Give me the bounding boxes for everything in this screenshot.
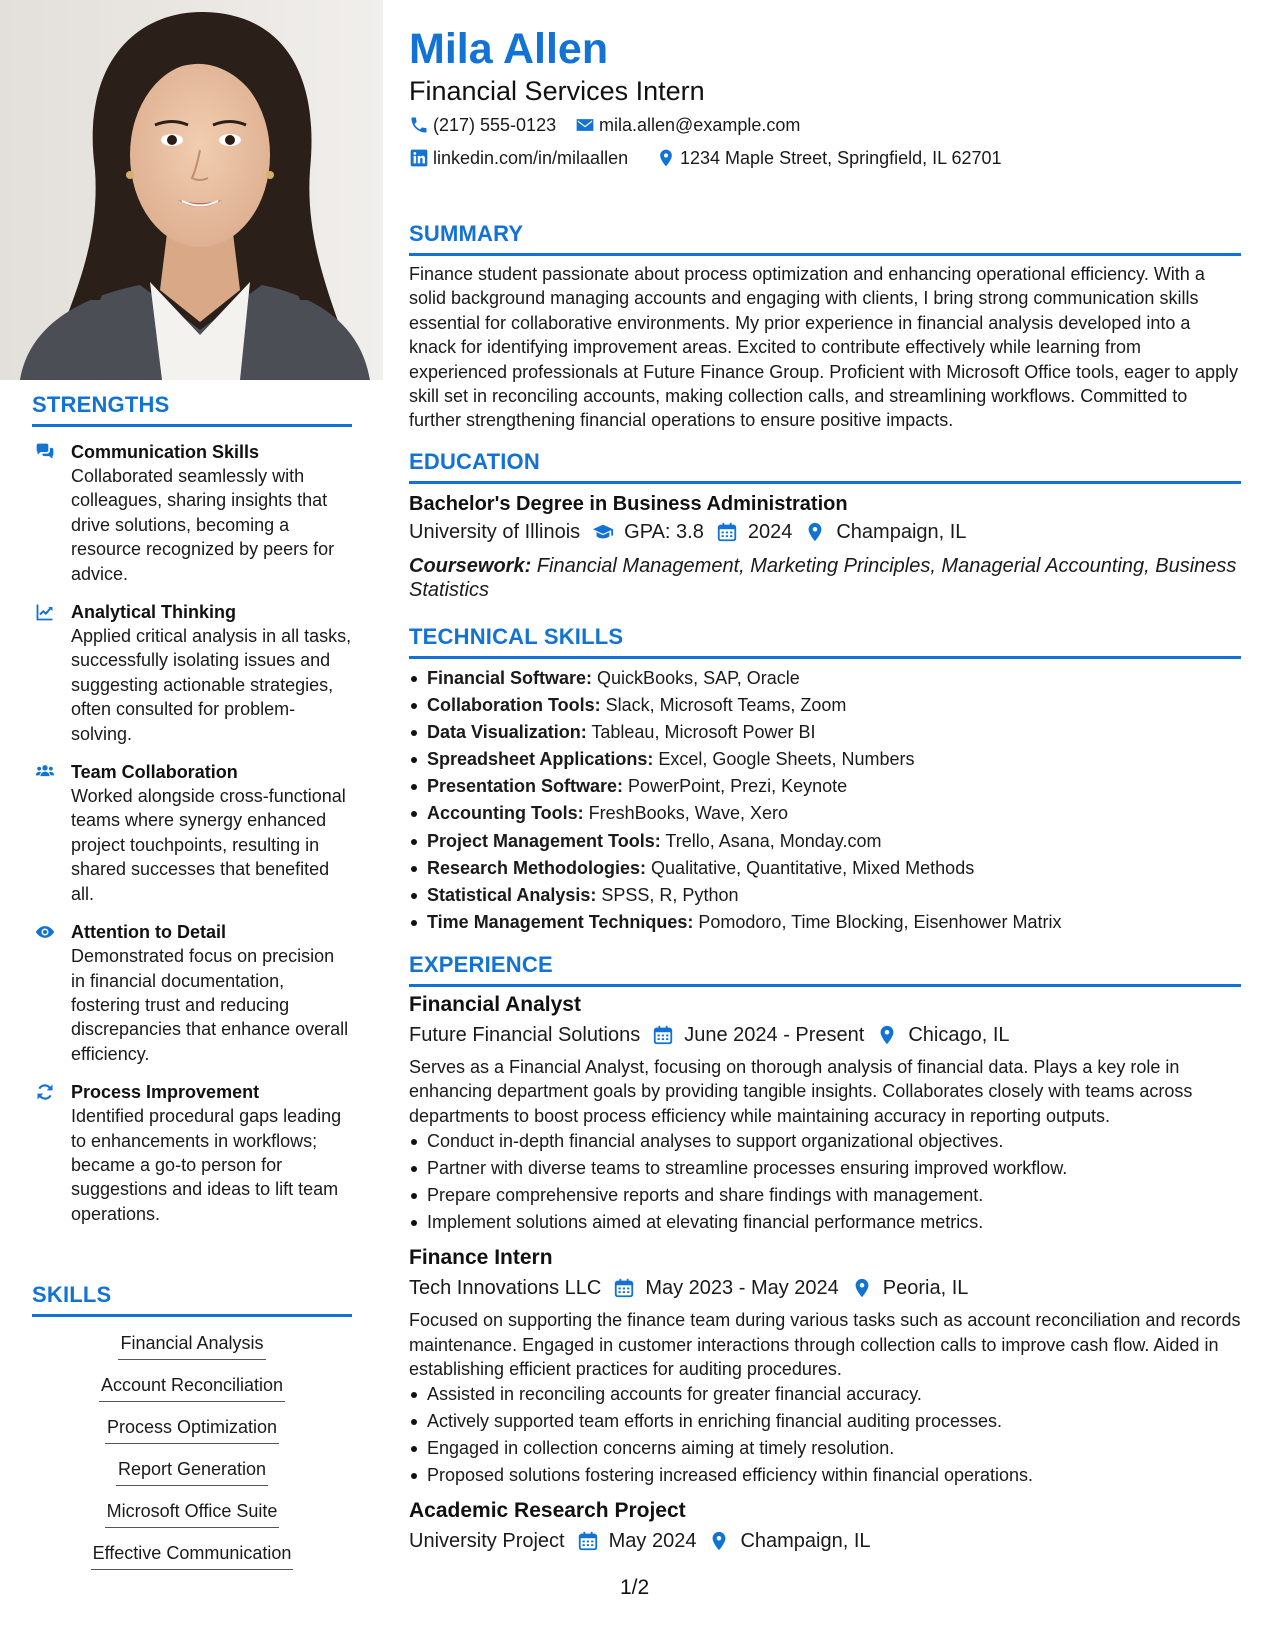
eye-icon [34, 922, 56, 942]
job-dates: June 2024 - Present [684, 1024, 865, 1046]
skills-section [32, 1282, 352, 1570]
map-pin-icon [804, 521, 826, 543]
strength-description: Identified procedural gaps leading to enhancements in workflows; became a go-to person for suggestions and ideas to lift team operations. [71, 1106, 342, 1224]
job-summary: Focused on supporting the finance team during various tasks such as account reconciliation and records maintenance. Engaged in customer interactions through collection calls to improve cash flow. Aided in establishing efficient practices for auditing procedures. [409, 1310, 1241, 1380]
list-item: Data Visualization: Tableau, Microsoft Power BI [409, 719, 1241, 746]
company-name: Future Financial Solutions [409, 1024, 641, 1046]
list-item: Partner with diverse teams to streamline processes ensuring improved workflow. [409, 1155, 1241, 1182]
company-name: University Project [409, 1530, 565, 1553]
education-location: Champaign, IL [836, 521, 967, 543]
job-dates: May 2023 - May 2024 [645, 1277, 839, 1300]
job-location: Champaign, IL [740, 1530, 871, 1553]
job-entry [409, 991, 1241, 1236]
contact-email[interactable] [575, 113, 800, 137]
job-bullets [409, 1381, 1241, 1489]
job-location: Chicago, IL [908, 1024, 1010, 1046]
technical-skills-heading: TECHNICAL SKILLS [409, 624, 1241, 659]
skills-list [32, 1331, 352, 1570]
job-bullets [409, 1128, 1241, 1236]
list-item: Time Management Techniques: Pomodoro, Time Blocking, Eisenhower Matrix [409, 909, 1241, 936]
job-location: Peoria, IL [882, 1277, 969, 1300]
job-title: Financial Analyst [409, 993, 581, 1016]
candidate-title: Financial Services Intern [409, 76, 705, 106]
phone-text: (217) 555-0123 [433, 115, 557, 135]
map-pin-icon [656, 148, 676, 168]
graduation-cap-icon [592, 521, 614, 543]
users-icon [34, 762, 56, 782]
list-item: Engaged in collection concerns aiming at timely resolution. [409, 1435, 1241, 1462]
strength-description: Collaborated seamlessly with colleagues, sharing insights that drive solutions, becoming a resource recognized by peers for advice. [71, 466, 335, 584]
gpa-text: GPA: 3.8 [624, 521, 704, 543]
list-item: Accounting Tools: FreshBooks, Wave, Xero [409, 800, 1241, 827]
job-meta [409, 1021, 1241, 1049]
strength-title: Team Collaboration [71, 762, 238, 783]
skill-item: Financial Analysis [118, 1331, 265, 1360]
refresh-icon [34, 1082, 56, 1102]
skill-item: Account Reconciliation [99, 1373, 285, 1402]
skill-item: Report Generation [116, 1457, 268, 1486]
comments-icon [34, 442, 56, 462]
skill-item: Effective Communication [91, 1541, 294, 1570]
list-item: Conduct in-depth financial analyses to support organizational objectives. [409, 1128, 1241, 1155]
experience-heading: EXPERIENCE [409, 952, 1241, 987]
technical-skills-list [409, 665, 1241, 936]
company-name: Tech Innovations LLC [409, 1277, 602, 1300]
strength-title: Communication Skills [71, 442, 260, 462]
strength-item [32, 761, 352, 906]
strength-item [32, 1081, 352, 1226]
map-pin-icon [708, 1530, 730, 1552]
phone-icon [409, 115, 429, 135]
strength-title: Process Improvement [71, 1082, 260, 1103]
contact-phone[interactable] [409, 113, 556, 137]
list-item: Prepare comprehensive reports and share findings with management. [409, 1182, 1241, 1209]
profile-photo [0, 0, 383, 380]
list-item: Spreadsheet Applications: Excel, Google Sheets, Numbers [409, 746, 1241, 773]
job-entry [409, 1497, 1241, 1555]
page-number: 1/2 [620, 1576, 650, 1599]
job-summary: Serves as a Financial Analyst, focusing on thorough analysis of financial data. Plays a key role in enhancing department goals by providing tangible insights. Collaborates closely with teams across departments to boost process efficiency while maintaining accuracy in reporting outputs. [409, 1057, 1193, 1126]
strength-description: Worked alongside cross-functional teams where synergy enhanced project touchpoints, resulting in shared successes that benefited all. [71, 786, 346, 904]
list-item: Project Management Tools: Trello, Asana, Monday.com [409, 828, 1241, 855]
strengths-heading: STRENGTHS [32, 392, 352, 427]
map-pin-icon [851, 1277, 873, 1299]
education-meta [409, 518, 1241, 546]
degree-title: Bachelor's Degree in Business Administration [409, 493, 848, 515]
calendar-icon [716, 521, 738, 543]
contact-address [656, 146, 1002, 170]
education-section [409, 449, 1241, 602]
skills-heading: SKILLS [32, 1282, 352, 1317]
list-item: Collaboration Tools: Slack, Microsoft Teams, Zoom [409, 692, 1241, 719]
strength-description: Applied critical analysis in all tasks, successfully isolating issues and suggesting actionable strategies, often consulted for problem-solving. [71, 626, 352, 744]
list-item: Actively supported team efforts in enriching financial auditing processes. [409, 1408, 1241, 1435]
address-text: 1234 Maple Street, Springfield, IL 62701 [680, 148, 1002, 168]
experience-section [409, 952, 1241, 1555]
summary-text: Finance student passionate about process optimization and enhancing operational efficiency. With a solid background managing accounts and engaging with clients, I bring strong communication skills essential for collaborative environments. My prior experience in financial analysis developed into a knack for identifying improvement areas. Excited to contribute effectively while learning from experienced professionals at Future Finance Group. Proficient with Microsoft Office tools, eager to apply skill set in reconciling accounts, making collection calls, and streamlining workflows. Committed to further strengthening financial operations to ensure positive impacts. [409, 264, 1239, 431]
left-sidebar [0, 0, 383, 1650]
coursework-label: Coursework: [409, 555, 532, 577]
mail-icon [575, 115, 595, 135]
coursework-list: Financial Management, Marketing Principles, Managerial Accounting, Business Statistics [409, 555, 1237, 601]
strength-description: Demonstrated focus on precision in financial documentation, fostering trust and reducing discrepancies that enhance overall efficiency. [71, 946, 349, 1064]
strength-item [32, 601, 352, 746]
calendar-icon [652, 1024, 674, 1046]
summary-heading: SUMMARY [409, 221, 1241, 256]
job-dates: May 2024 [608, 1530, 697, 1553]
list-item: Statistical Analysis: SPSS, R, Python [409, 882, 1241, 909]
candidate-name: Mila Allen [409, 25, 609, 73]
coursework [409, 554, 1241, 602]
job-title: Finance Intern [409, 1246, 553, 1270]
linkedin-icon [409, 148, 429, 168]
strength-title: Attention to Detail [71, 922, 226, 943]
strength-item [32, 921, 352, 1066]
map-pin-icon [876, 1024, 898, 1046]
skill-item: Process Optimization [105, 1415, 279, 1444]
email-text: mila.allen@example.com [599, 115, 801, 135]
calendar-icon [613, 1277, 635, 1299]
school-name: University of Illinois [409, 521, 581, 543]
job-meta [409, 1274, 1241, 1302]
list-item: Presentation Software: PowerPoint, Prezi, Keynote [409, 773, 1241, 800]
technical-skills-section [409, 624, 1241, 936]
education-heading: EDUCATION [409, 449, 1241, 484]
list-item: Implement solutions aimed at elevating financial performance metrics. [409, 1209, 1241, 1236]
job-meta [409, 1527, 1241, 1555]
list-item: Assisted in reconciling accounts for greater financial accuracy. [409, 1381, 1241, 1408]
list-item: Proposed solutions fostering increased efficiency within financial operations. [409, 1462, 1241, 1489]
job-title: Academic Research Project [409, 1499, 686, 1523]
skill-item: Microsoft Office Suite [105, 1499, 280, 1528]
linkedin-text: linkedin.com/in/milaallen [433, 148, 629, 168]
graduation-year: 2024 [747, 521, 793, 543]
contact-linkedin[interactable] [409, 146, 628, 170]
chart-line-icon [34, 602, 56, 622]
strengths-section [32, 392, 352, 1226]
calendar-icon [577, 1530, 599, 1552]
list-item: Research Methodologies: Qualitative, Quantitative, Mixed Methods [409, 855, 1241, 882]
job-entry [409, 1244, 1241, 1489]
summary-section [409, 221, 1241, 433]
list-item: Financial Software: QuickBooks, SAP, Oracle [409, 665, 1241, 692]
strength-item [32, 441, 352, 586]
strength-title: Analytical Thinking [71, 602, 237, 623]
